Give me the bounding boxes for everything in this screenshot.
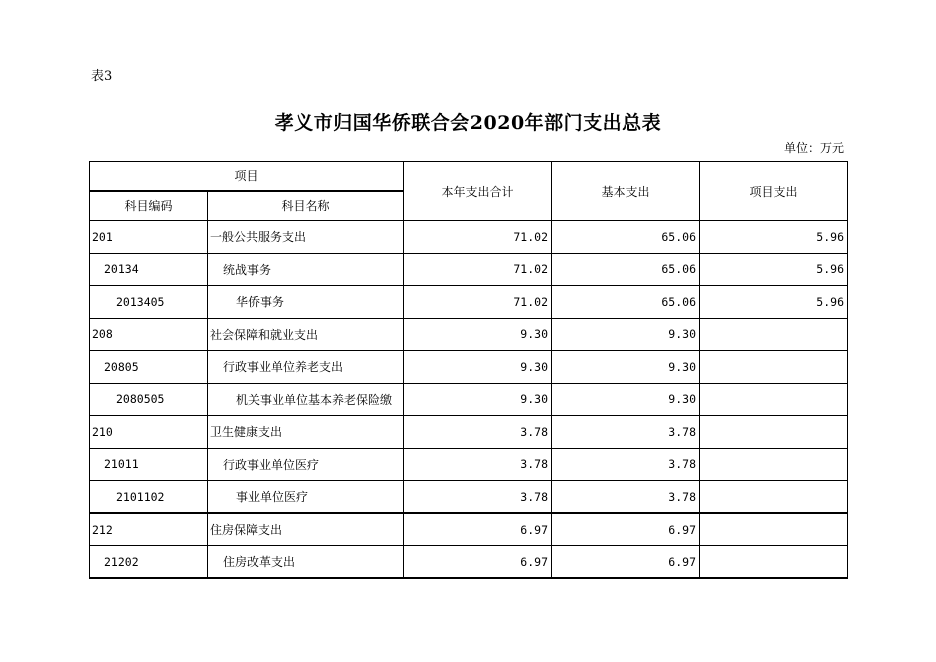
- cell-total: 71.02: [404, 286, 552, 319]
- cell-total: 3.78: [404, 416, 552, 449]
- table-row: [90, 481, 848, 514]
- cell-project-expense: [700, 416, 848, 449]
- table-row: [90, 221, 848, 254]
- header-row-1: [90, 162, 848, 191]
- cell-code: 2013405: [90, 286, 208, 319]
- cell-project-expense: [700, 513, 848, 546]
- cell-project-expense: 5.96: [700, 253, 848, 286]
- table-row: [90, 383, 848, 416]
- table-row: [90, 448, 848, 481]
- header-basic: 基本支出: [552, 162, 700, 221]
- header-project-expense: 项目支出: [700, 162, 848, 221]
- cell-code: 21011: [90, 448, 208, 481]
- cell-total: 71.02: [404, 253, 552, 286]
- cell-basic: 3.78: [552, 481, 700, 514]
- cell-code: 212: [90, 513, 208, 546]
- cell-name: 行政事业单位医疗: [208, 448, 404, 481]
- cell-basic: 3.78: [552, 448, 700, 481]
- cell-name: 住房保障支出: [208, 513, 404, 546]
- cell-project-expense: 5.96: [700, 221, 848, 254]
- cell-name: 行政事业单位养老支出: [208, 351, 404, 384]
- cell-project-expense: [700, 318, 848, 351]
- header-name: 科目名称: [208, 191, 404, 221]
- header-total: 本年支出合计: [404, 162, 552, 221]
- cell-basic: 6.97: [552, 546, 700, 579]
- cell-name: 一般公共服务支出: [208, 221, 404, 254]
- unit-label: 单位：万元: [783, 141, 844, 155]
- cell-total: 9.30: [404, 383, 552, 416]
- table-row: [90, 318, 848, 351]
- cell-name: 事业单位医疗: [208, 481, 404, 514]
- header-code: 科目编码: [90, 191, 208, 221]
- cell-name: 华侨事务: [208, 286, 404, 319]
- cell-total: 9.30: [404, 351, 552, 384]
- cell-code: 208: [90, 318, 208, 351]
- table-row: [90, 286, 848, 319]
- table-row: [90, 416, 848, 449]
- cell-basic: 9.30: [552, 383, 700, 416]
- cell-basic: 3.78: [552, 416, 700, 449]
- cell-code: 20134: [90, 253, 208, 286]
- cell-project-expense: [700, 448, 848, 481]
- cell-basic: 65.06: [552, 286, 700, 319]
- cell-name: 住房改革支出: [208, 546, 404, 579]
- cell-total: 71.02: [404, 221, 552, 254]
- cell-basic: 9.30: [552, 318, 700, 351]
- expenditure-table: [89, 161, 848, 579]
- cell-code: 201: [90, 221, 208, 254]
- cell-project-expense: [700, 481, 848, 514]
- cell-project-expense: [700, 351, 848, 384]
- cell-code: 210: [90, 416, 208, 449]
- table-row: [90, 546, 848, 579]
- cell-total: 6.97: [404, 546, 552, 579]
- cell-name: 卫生健康支出: [208, 416, 404, 449]
- cell-basic: 6.97: [552, 513, 700, 546]
- cell-name: 社会保障和就业支出: [208, 318, 404, 351]
- cell-basic: 9.30: [552, 351, 700, 384]
- cell-name: 机关事业单位基本养老保险缴: [208, 383, 404, 416]
- page-title: 孝义市归国华侨联合会2020年部门支出总表: [274, 112, 662, 134]
- cell-project-expense: [700, 383, 848, 416]
- sheet-label: 表3: [91, 69, 113, 84]
- cell-basic: 65.06: [552, 253, 700, 286]
- table-row: [90, 351, 848, 384]
- cell-total: 6.97: [404, 513, 552, 546]
- table-row: [90, 513, 848, 546]
- cell-code: 2080505: [90, 383, 208, 416]
- cell-total: 9.30: [404, 318, 552, 351]
- cell-project-expense: [700, 546, 848, 579]
- cell-total: 3.78: [404, 448, 552, 481]
- cell-name: 统战事务: [208, 253, 404, 286]
- table-row: [90, 253, 848, 286]
- cell-total: 3.78: [404, 481, 552, 514]
- cell-code: 2101102: [90, 481, 208, 514]
- cell-project-expense: 5.96: [700, 286, 848, 319]
- cell-code: 21202: [90, 546, 208, 579]
- header-project: 项目: [90, 162, 404, 191]
- cell-basic: 65.06: [552, 221, 700, 254]
- cell-code: 20805: [90, 351, 208, 384]
